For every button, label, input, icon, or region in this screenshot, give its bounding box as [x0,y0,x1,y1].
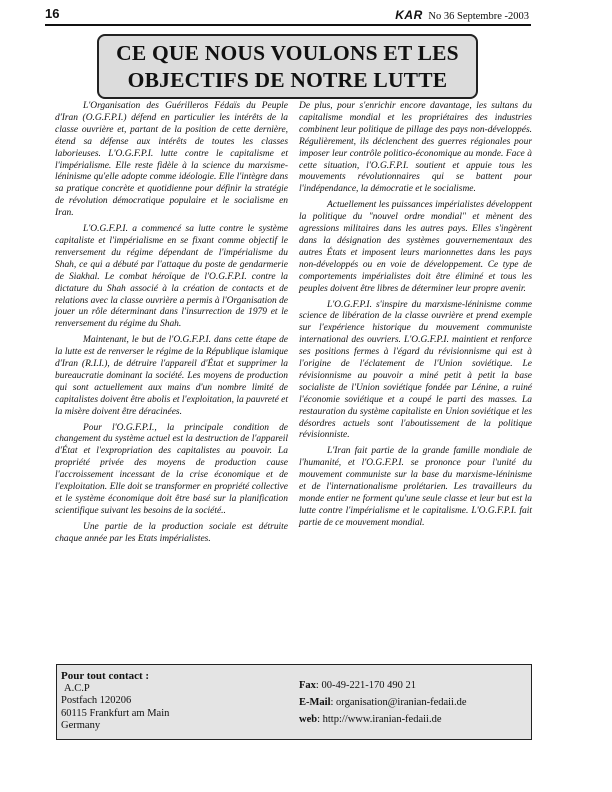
issue-header [395,8,529,22]
contact-title: Pour tout contact : [61,670,150,682]
electronic-contact [299,677,467,728]
contact-box [56,664,532,740]
paragraph: De plus, pour s'enrichir encore davantage, les sultans du capitalisme mondial et les propriétaires des industries combinent leur politique de pillage des pays non-développés. Régulièrement, ils déclenchent des guerres régionales pour imposer leur contrôle politico-économique au monde. Face à cette situation, l'O.G.F.P.I. soutient et appuie tous les mouvements révolutionnaires qui se battent pour l'indépendance, la démocratie et le socialisme. [299,101,532,195]
email-label: E-Mail [299,697,331,708]
web-line [299,711,467,728]
page-title [116,40,459,94]
fax-line [299,677,467,694]
title-line-1: CE QUE NOUS VOULONS ET LES [116,40,459,65]
web-label: web [299,714,318,725]
contact-country: Germany [61,720,101,731]
right-column [299,101,532,534]
page-number: 16 [45,6,60,21]
paragraph: Une partie de la production sociale est détruite chaque année par les Etats impérialistes. [55,521,288,544]
paragraph: L'O.G.F.P.I. a commencé sa lutte contre le système capitaliste et l'impérialisme en se fixant comme objectif le renversement du régime dépendant de l'impérialisme du Shah, ce qui a débuté par l'attaque du poste de gendarmerie de Siakhal. Le combat héroïque de l'O.G.F.P.I. contre la dictature du Shah associé à la création de contacts et de relations avec la classe ouvrière a permis à l'Organisation de jouer un rôle déterminant dans l'insurrection de 1979 et le renversement du régime du Shah. [55,224,288,330]
fax-label: Fax [299,680,316,691]
postal-address [61,670,169,733]
title-line-2: OBJECTIFS DE NOTRE LUTTE [127,67,448,92]
paragraph: Actuellement les puissances impérialistes développent la politique du "nouvel ordre mondial" et mènent des agressions militaires dans les autres pays. Elles s'ingèrent dans la désignation des systèmes gouvernementaux des autres États et imposent leurs marionnettes dans les pays non-développés ou en voie de développement. Ce type de comportements impérialistes doit être éliminé et tous les peuples doivent être libres de déterminer leur propre avenir. [299,200,532,294]
header-rule [45,24,531,26]
magazine-name: KAR [395,8,423,22]
contact-name: A.C.P [64,682,90,694]
paragraph: Maintenant, le but de l'O.G.F.P.I. dans cette étape de la lutte est de renverser le régime de la République islamique d'Iran (R.I.I.), de détruire l'appareil d'État et supprimer la bureaucratie dominant la société. Les moyens de production qui sont actuellement aux mains d'un nombre limité de capitalistes doivent être abolis et l'exploitation, la pauvreté et la misère doivent être déracinées. [55,335,288,417]
title-box [97,34,478,99]
email-line [299,694,467,711]
paragraph: L'Iran fait partie de la grande famille mondiale de l'humanité, et l'O.G.F.P.I. se prononce pour l'unité du mouvement communiste sur la base du marxisme-léninisme et de l'internationalisme prolétarien. Les travailleurs du monde entier ne forment qu'une seule classe et leur but est la lutte contre l'impérialisme et le capitalisme. L'O.G.F.P.I. fait partie de ce mouvement mondial. [299,446,532,528]
fax-value: : 00-49-221-170 490 21 [315,680,416,691]
web-value[interactable]: : http://www.iranian-fedaii.de [317,714,442,725]
contact-city: 60115 Frankfurt am Main [61,707,170,719]
paragraph: L'Organisation des Guérilleros Fédaïs du Peuple d'Iran (O.G.F.P.I.) défend en particulier les intérêts de la classe ouvrière et, partant de la position de cette dernière, étend sa défense aux intérêts de toutes les classes laborieuses. L'O.G.F.P.I. lutte contre le capitalisme et l'impérialisme. Elle reste fidèle à la science du marxisme-léninisme qu'elle adopte comme idéologie. Elle l'intègre dans sa pratique concrète et quotidienne pour définir la stratégie de révolution démocratique populaire et le socialisme en Iran. [55,101,288,219]
paragraph: Pour l'O.G.F.P.I., la principale condition de changement du système actuel est la destruction de l'appareil d'État et l'expropriation des capitalistes au pouvoir. La propriété privée des moyens de production cause l'accroissement incessant de la crise économique et de l'exploitation. Elle doit se transformer en propriété collective et le système économique doit être basé sur la planification scientifique suivant les besoins de la société.. [55,422,288,516]
email-value[interactable]: : organisation@iranian-fedaii.de [330,697,467,708]
left-column [55,101,288,550]
issue-info: No 36 Septembre -2003 [428,11,529,22]
paragraph: L'O.G.F.P.I. s'inspire du marxisme-léninisme comme science de libération de la classe ouvrière et prend exemple sur l'expérience historique du mouvement communiste international des ouvriers. L'O.G.F.P.I. maintient et renforce ses positions fermes à l'égard du révisionnisme qui est à l'origine de l'éclatement de l'Union soviétique. Le révisionnisme au pouvoir a miné petit à petit la base socialiste de l'Union soviétique fondée par Lénine, a ruiné l'économie soviétique et a coupé le parti des masses. La restauration du système capitaliste en Union soviétique et les désordres actuels sont l'aboutissement de la politique révisionniste. [299,299,532,441]
contact-street: Postfach 120206 [61,695,132,706]
